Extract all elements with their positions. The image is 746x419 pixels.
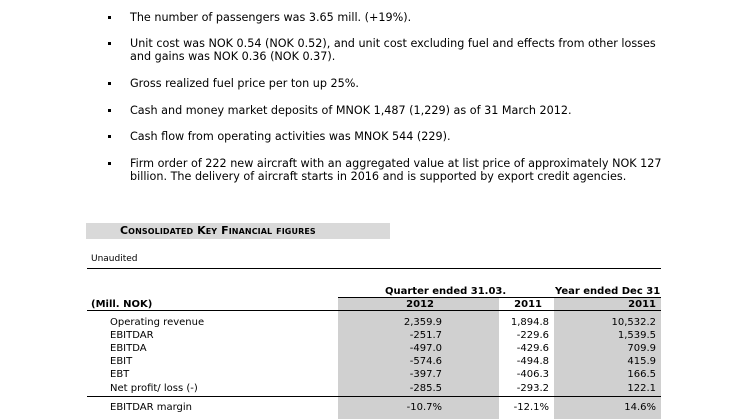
cell-q2011: -406.3 [516,369,549,380]
cell-q2011: 1,894.8 [510,317,549,328]
cell-y2011: 415.9 [627,356,656,367]
bullet-text: Unit cost was NOK 0.54 (NOK 0.52), and unit cost excluding fuel and effects from other losses [130,37,656,50]
cell-q2011: -229.6 [516,330,549,341]
header-year-group: Year ended Dec 31 [555,286,661,297]
bullet-marker [108,82,111,85]
row-label: EBIT [110,356,133,367]
bullet-text: Cash flow from operating activities was MNOK 544 (229). [130,130,451,143]
cell-q2012: -574.6 [409,356,442,367]
subtotal-rule [87,396,661,397]
section-title: Consolidated Key Financial figures [120,224,316,237]
bullet-marker [108,109,111,112]
header-q2011: 2011 [514,299,542,310]
cell-q2011: -293.2 [516,383,549,394]
bullet-text-continued: and gains was NOK 0.36 (NOK 0.37). [130,50,336,63]
row-label: Operating revenue [110,317,205,328]
cell-q2011: -429.6 [516,343,549,354]
bullet-marker [108,42,111,45]
cell-y2011: 10,532.2 [611,317,656,328]
bullet-text-continued: billion. The delivery of aircraft starts in 2016 and is supported by export credit agencies. [130,170,627,183]
bullet-marker [108,16,111,19]
header-quarter-group: Quarter ended 31.03. [385,286,507,297]
cell-q2012: -497.0 [409,343,442,354]
bullet-marker [108,162,111,165]
section-subtitle: Unaudited [91,254,138,264]
cell-q2011: -12.1% [513,402,549,413]
bullet-marker [108,135,111,138]
cell-q2012: -251.7 [409,330,442,341]
bullet-text: The number of passengers was 3.65 mill. (+19%). [130,11,412,24]
cell-q2012: -10.7% [406,402,442,413]
header-y2011: 2011 [628,299,656,310]
cell-y2011: 122.1 [627,383,656,394]
row-label: EBITDAR margin [110,402,192,413]
bullet-text: Gross realized fuel price per ton up 25%. [130,77,359,90]
bullet-text: Firm order of 222 new aircraft with an aggregated value at list price of approximately NOK 127 [130,157,662,170]
cell-y2011: 709.9 [627,343,656,354]
cell-q2011: -494.8 [516,356,549,367]
header-rule [87,310,661,311]
unit-label: (Mill. NOK) [91,299,153,310]
section-title-box [86,223,390,239]
row-label: EBT [110,369,130,380]
cell-q2012: -285.5 [409,383,442,394]
cell-q2012: 2,359.9 [403,317,442,328]
row-label: EBITDAR [110,330,154,341]
header-group-rule [338,297,661,298]
cell-y2011: 166.5 [627,369,656,380]
cell-y2011: 14.6% [624,402,656,413]
cell-y2011: 1,539.5 [617,330,656,341]
cell-q2012: -397.7 [409,369,442,380]
row-label: EBITDA [110,343,147,354]
section-rule [87,268,661,269]
bullet-text: Cash and money market deposits of MNOK 1,487 (1,229) as of 31 March 2012. [130,104,572,117]
header-q2012: 2012 [406,299,434,310]
row-label: Net profit/ loss (-) [110,383,198,394]
